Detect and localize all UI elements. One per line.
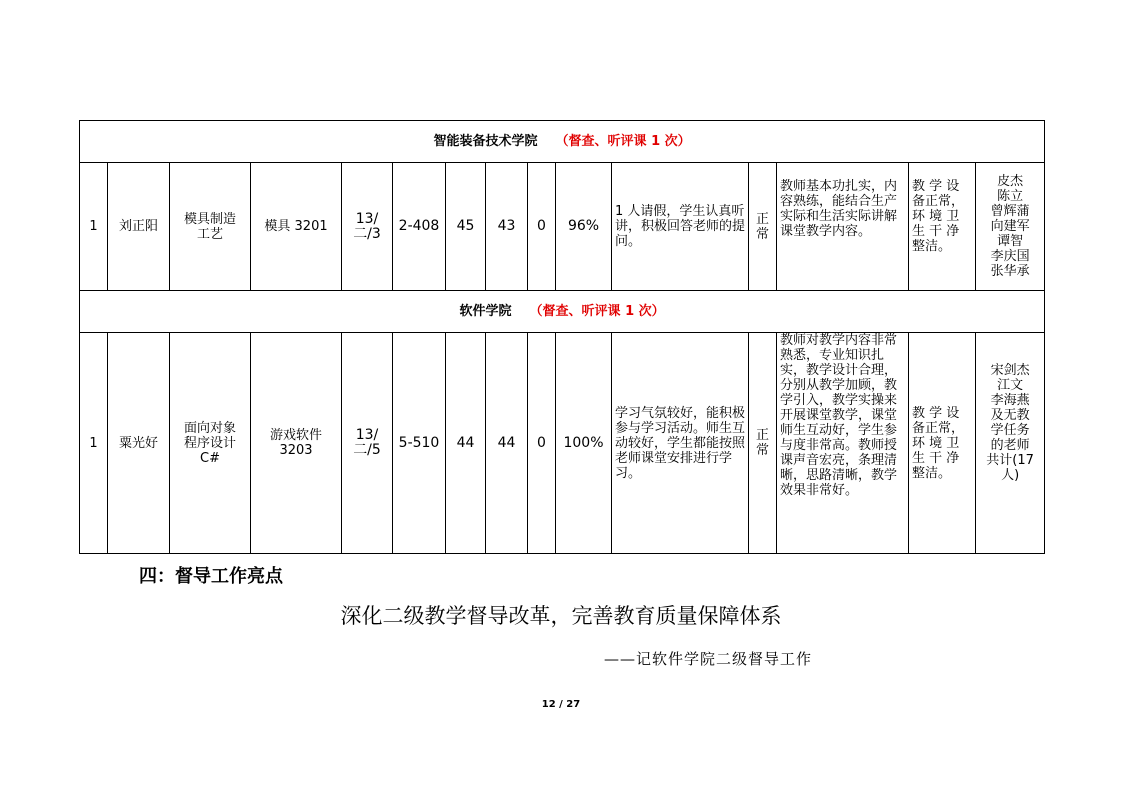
teaching-evaluation: 教师基本功扎实，内容熟练，能结合生产实际和生活实际讲解课堂教学内容。 [777, 163, 909, 291]
inspector-name: 张华承 [990, 264, 1030, 279]
absent-count: 0 [528, 163, 556, 291]
actual-count: 43 [486, 163, 528, 291]
inspector-name: 共计(17 [986, 453, 1034, 468]
inspector-name: 宋剑杰 [990, 363, 1030, 378]
inspector-name: 的老师 [990, 438, 1030, 453]
college-name: 软件学院 [459, 304, 512, 319]
student-status: 1 人请假，学生认真听讲，积极回答老师的提问。 [612, 163, 749, 291]
week-session: 13/二/5 [342, 333, 393, 554]
classroom: 2-408 [393, 163, 446, 291]
expected-count: 45 [446, 163, 486, 291]
supervision-table [79, 120, 1045, 554]
college-header [80, 291, 1045, 333]
inspector-name: 皮杰 [997, 174, 1024, 189]
discipline-status: 正常 [749, 333, 777, 554]
week-session: 13/二/3 [342, 163, 393, 291]
inspector-name: 人) [1001, 468, 1020, 483]
absent-count: 0 [528, 333, 556, 554]
student-status: 学习气氛较好，能积极参与学习活动。师生互动较好，学生都能按照老师课堂安排进行学习。 [612, 333, 749, 554]
college-note: （督查、听评课 1 次） [529, 304, 665, 319]
teacher-name: 刘正阳 [108, 163, 170, 291]
college-header-row [80, 121, 1045, 163]
course-name: 模具制造工艺 [170, 163, 251, 291]
teacher-name: 粟光好 [108, 333, 170, 554]
inspector-name: 江文 [997, 378, 1024, 393]
actual-count: 44 [486, 333, 528, 554]
class-name: 模具 3201 [251, 163, 342, 291]
row-index: 1 [80, 163, 108, 291]
attendance-rate: 96% [556, 163, 612, 291]
attendance-rate: 100% [556, 333, 612, 554]
section-heading: 四：督导工作亮点 [139, 566, 283, 587]
college-note: （督查、听评课 1 次） [555, 134, 691, 149]
course-name: 面向对象程序设计C# [170, 333, 251, 554]
inspector-name: 向建军 [990, 219, 1030, 234]
college-header-row [80, 291, 1045, 333]
inspector-name: 曾辉蒲 [990, 204, 1030, 219]
inspector-name: 及无教 [990, 408, 1030, 423]
inspector-list [976, 333, 1045, 554]
class-name: 游戏软件3203 [251, 333, 342, 554]
environment-status: 教 学 设 备正常，环 境 卫 生 干 净 整洁。 [909, 333, 976, 554]
row-index: 1 [80, 333, 108, 554]
inspector-name: 李庆国 [990, 249, 1030, 264]
inspector-name: 谭智 [997, 234, 1024, 249]
environment-status: 教 学 设 备正常，环 境 卫 生 干 净 整洁。 [909, 163, 976, 291]
classroom: 5-510 [393, 333, 446, 554]
inspector-name: 陈立 [997, 189, 1024, 204]
page-number: 12 / 27 [541, 699, 581, 710]
teaching-evaluation: 教师对教学内容非常熟悉，专业知识扎实，教学设计合理，分别从教学加顾，教学引入，教学实操来开展课堂教学，课堂师生互动好，学生参与度非常高。教师授课声音宏亮，条理清晰，思路清晰，教学效果非常好。 [777, 333, 909, 554]
inspector-name: 学任务 [990, 423, 1030, 438]
document-subtitle: ——记软件学院二级督导工作 [603, 650, 812, 668]
inspector-name: 李海燕 [990, 393, 1030, 408]
document-title: 深化二级教学督导改革，完善教育质量保障体系 [340, 604, 782, 628]
table-row [80, 163, 1045, 291]
college-name: 智能装备技术学院 [433, 134, 538, 149]
discipline-status: 正常 [749, 163, 777, 291]
expected-count: 44 [446, 333, 486, 554]
table-row [80, 333, 1045, 554]
inspector-list [976, 163, 1045, 291]
college-header [80, 121, 1045, 163]
